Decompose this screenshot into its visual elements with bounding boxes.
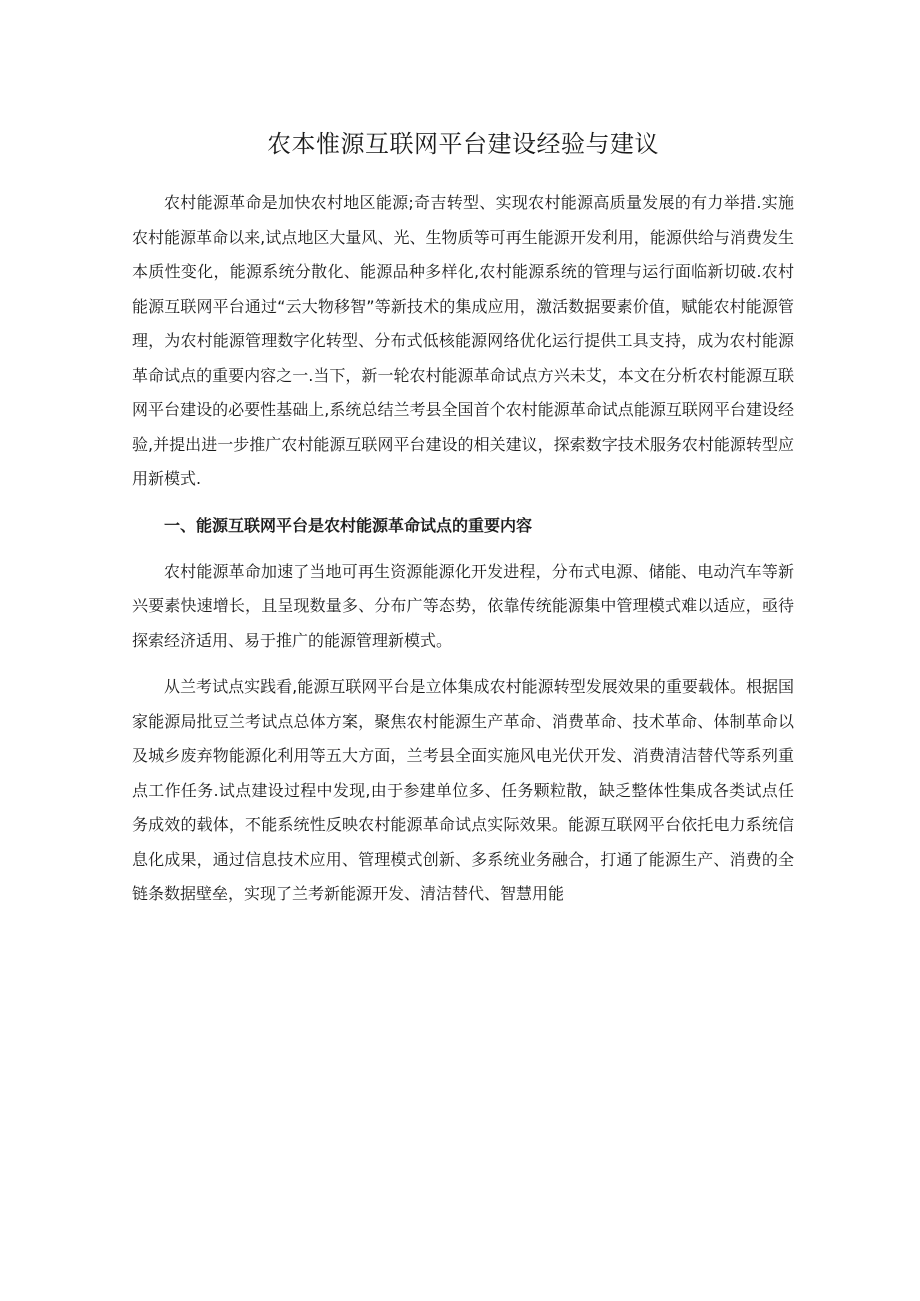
section-heading: 一、能源互联网平台是农村能源革命试点的重要内容 — [164, 515, 533, 535]
document-title: 农本惟源互联网平台建设经验与建议 — [267, 130, 659, 158]
body-paragraph: 农村能源革命加速了当地可再生资源能源化开发进程，分布式电源、储能、电动汽车等新兴要素快速增长，且呈现数量多、分布广等态势，依靠传统能源集中管理模式难以适应，亟待探索经济适用、易于推广的能源管理新模式。 — [132, 561, 794, 650]
spacer — [132, 543, 794, 555]
spacer — [132, 658, 794, 670]
body-paragraph: 从兰考试点实践看,能源互联网平台是立体集成农村能源转型发展效果的重要载体。根据国家能源局批豆兰考试点总体方案，聚焦农村能源生产革命、消费革命、技术革命、体制革命以及城乡废弃物能源化利用等五大方面，兰考县全面实施风电光伏开发、消费清洁替代等系列重点工作任务.试点建设过程中发现,由于参建单位多、任务颗粒散，缺乏整体性集成各类试点任务成效的载体，不能系统性反映农村能源革命试点实际效果。能源互联网平台依托电力系统信息化成果，通过信息技术应用、管理模式创新、多系统业务融合，打通了能源生产、消费的全链条数据壁垒，实现了兰考新能源开发、清洁替代、智慧用能 — [132, 677, 794, 903]
intro-paragraph: 农村能源革命是加快农村地区能源;奇吉转型、实现农村能源高质量发展的有力举措.实施农村能源革命以来,试点地区大量风、光、生物质等可再生能源开发利用，能源供给与消费发生本质性变化，能源系统分散化、能源品种多样化,农村能源系统的管理与运行面临新切破.农村能源互联网平台通过“云大物移智”等新技术的集成应用，激活数据要素价值，赋能农村能源管理，为农村能源管理数字化转型、分布式低核能源网络优化运行提供工具支持，成为农村能源革命试点的重要内容之一.当下，新一轮农村能源革命试点方兴未艾，本文在分析农村能源互联网平台建设的必要性基础上,系统总结兰考县全国首个农村能源革命试点能源互联网平台建设经验,并提出进一步推广农村能源互联网平台建设的相关建议，探索数字技术服务农村能源转型应用新模式. — [132, 193, 794, 488]
spacer — [132, 497, 794, 509]
